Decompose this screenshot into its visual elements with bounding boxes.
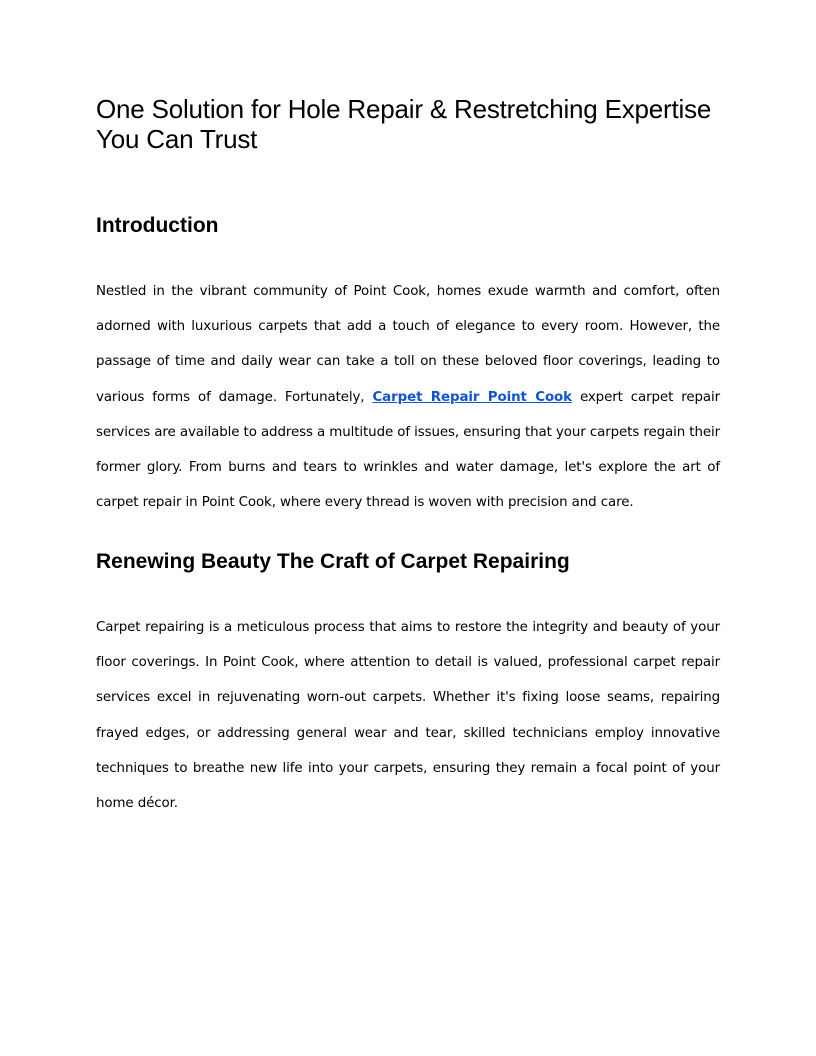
introduction-heading: Introduction <box>96 214 219 237</box>
carpet-repair-point-cook-link[interactable]: Carpet Repair Point Cook <box>372 389 572 405</box>
craft-paragraph: Carpet repairing is a meticulous process that aims to restore the integrity and beauty of your floor coverings. In Point Cook, where attention to detail is valued, professional carpet repair services excel in rejuvenating worn-out carpets. Whether it's fixing loose seams, repairing frayed edges, or addressing general wear and tear, skilled technicians employ innovative techniques to breathe new life into your carpets, ensuring they remain a focal point of your home décor. <box>96 620 720 812</box>
intro-text-after-link: expert carpet repair services are available to address a multitude of issues, ensuring that your carpets regain their former glory. From burns and tears to wrinkles and water damage, let's explore the art of carpet repair in Point Cook, where every thread is woven with precision and care. <box>96 389 720 511</box>
intro-text-before-link: Nestled in the vibrant community of Point Cook, homes exude warmth and comfort, often adorned with luxurious carpets that add a touch of elegance to every room. However, the passage of time and daily wear can take a toll on these beloved floor coverings, leading to various forms of damage. Fortunately, <box>96 284 720 405</box>
craft-heading: Renewing Beauty The Craft of Carpet Repairing <box>96 550 570 573</box>
introduction-paragraph <box>96 274 720 520</box>
document-title: One Solution for Hole Repair & Restretching Expertise You Can Trust <box>96 94 712 154</box>
